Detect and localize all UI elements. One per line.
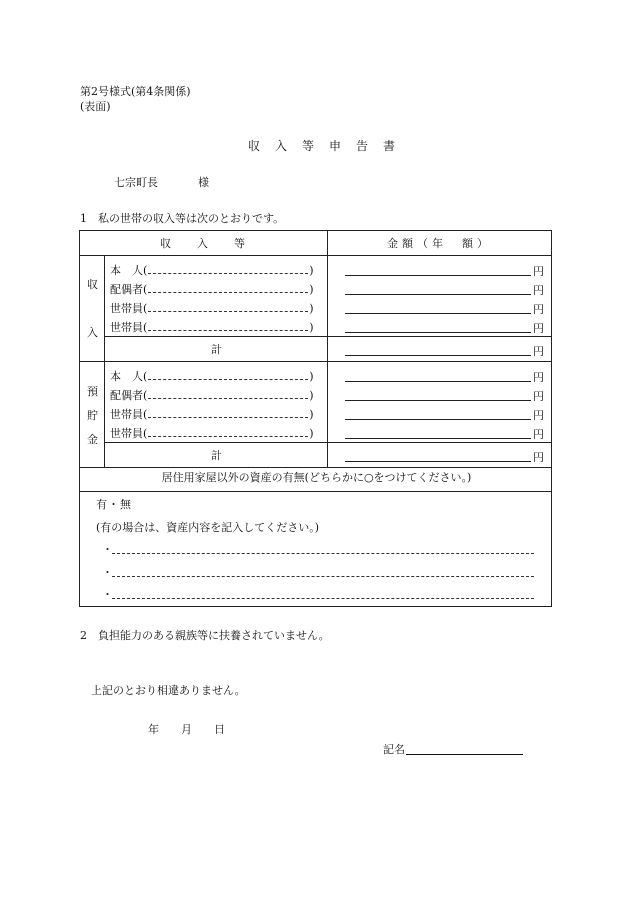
date-line[interactable] [148,724,247,735]
savings-spouse-field[interactable] [148,389,308,399]
confirmation-text: 上記のとおり相違ありません。 [91,684,246,697]
income-declaration-table [79,230,552,607]
income-member-1-field[interactable] [148,302,308,312]
month-label: 月 [181,723,192,736]
yen-label: 円 [533,371,544,384]
yen-label: 円 [533,345,544,358]
addressee [114,177,209,188]
form-identifier: 第2号様式(第4条関係) [80,85,191,98]
income-amount-spouse[interactable] [345,294,531,295]
day-label: 日 [214,723,225,736]
savings-row-member-1: 世帯員( ) [110,408,314,421]
signature-line[interactable] [406,743,523,755]
income-total-amount[interactable] [345,355,531,356]
savings-row-self: 本 人( ) [110,370,314,383]
group-label-savings-2: 貯 [87,409,98,422]
asset-bullet: ・ [102,566,113,579]
group-label-income-2: 入 [87,326,98,339]
yen-label: 円 [533,428,544,441]
header-income: 収入等 [160,237,271,250]
group-label-savings-1: 預 [87,385,98,398]
income-row-member-2: 世帯員( ) [110,321,314,334]
savings-member-2-field[interactable] [148,427,308,437]
income-spouse-field[interactable] [148,283,308,293]
addressee-name: 七宗町長 [114,176,158,189]
yen-label: 円 [533,265,544,278]
savings-amount-spouse[interactable] [345,400,531,401]
yen-label: 円 [533,390,544,403]
asset-detail-line-1[interactable] [112,553,534,554]
header-amount: 金額（年 額） [387,237,492,250]
group-label-income-1: 収 [87,278,98,291]
asset-choice[interactable]: 有・無 [96,498,132,511]
year-label: 年 [148,723,159,736]
income-self-field[interactable] [148,264,308,274]
asset-detail-line-2[interactable] [112,576,534,577]
yen-label: 円 [533,284,544,297]
honorific: 様 [198,176,209,189]
section-2-text: 2 負担能力のある親族等に扶養されていません。 [80,629,330,642]
yen-label: 円 [533,322,544,335]
income-row-member-1: 世帯員( ) [110,302,314,315]
income-amount-member-2[interactable] [345,332,531,333]
yen-label: 円 [533,409,544,422]
group-label-savings-3: 金 [87,433,98,446]
signature-label: 記名 [383,743,405,756]
document-title: 収入等申告書 [247,139,410,153]
income-row-spouse: 配偶者( ) [110,283,314,296]
income-member-2-field[interactable] [148,321,308,331]
side-label: (表面) [80,100,111,113]
income-row-self: 本 人( ) [110,264,314,277]
income-amount-self[interactable] [345,275,531,276]
savings-total-label: 計 [211,449,222,462]
savings-amount-member-1[interactable] [345,419,531,420]
income-total-label: 計 [211,343,222,356]
asset-detail-line-3[interactable] [112,598,534,599]
savings-amount-self[interactable] [345,381,531,382]
yen-label: 円 [533,451,544,464]
signature-field[interactable] [383,743,523,755]
savings-row-spouse: 配偶者( ) [110,389,314,402]
income-amount-member-1[interactable] [345,313,531,314]
savings-self-field[interactable] [148,370,308,380]
asset-question: 居住用家屋以外の資産の有無(どちらかに○をつけてください。) [161,471,472,484]
asset-instruction: (有の場合は、資産内容を記入してください。) [96,521,320,534]
savings-total-amount[interactable] [345,461,531,462]
savings-member-1-field[interactable] [148,408,308,418]
asset-bullet: ・ [102,543,113,556]
section-1-text: 1 私の世帯の収入等は次のとおりです。 [80,212,285,225]
yen-label: 円 [533,303,544,316]
savings-row-member-2: 世帯員( ) [110,427,314,440]
savings-amount-member-2[interactable] [345,438,531,439]
asset-bullet: ・ [102,588,113,601]
